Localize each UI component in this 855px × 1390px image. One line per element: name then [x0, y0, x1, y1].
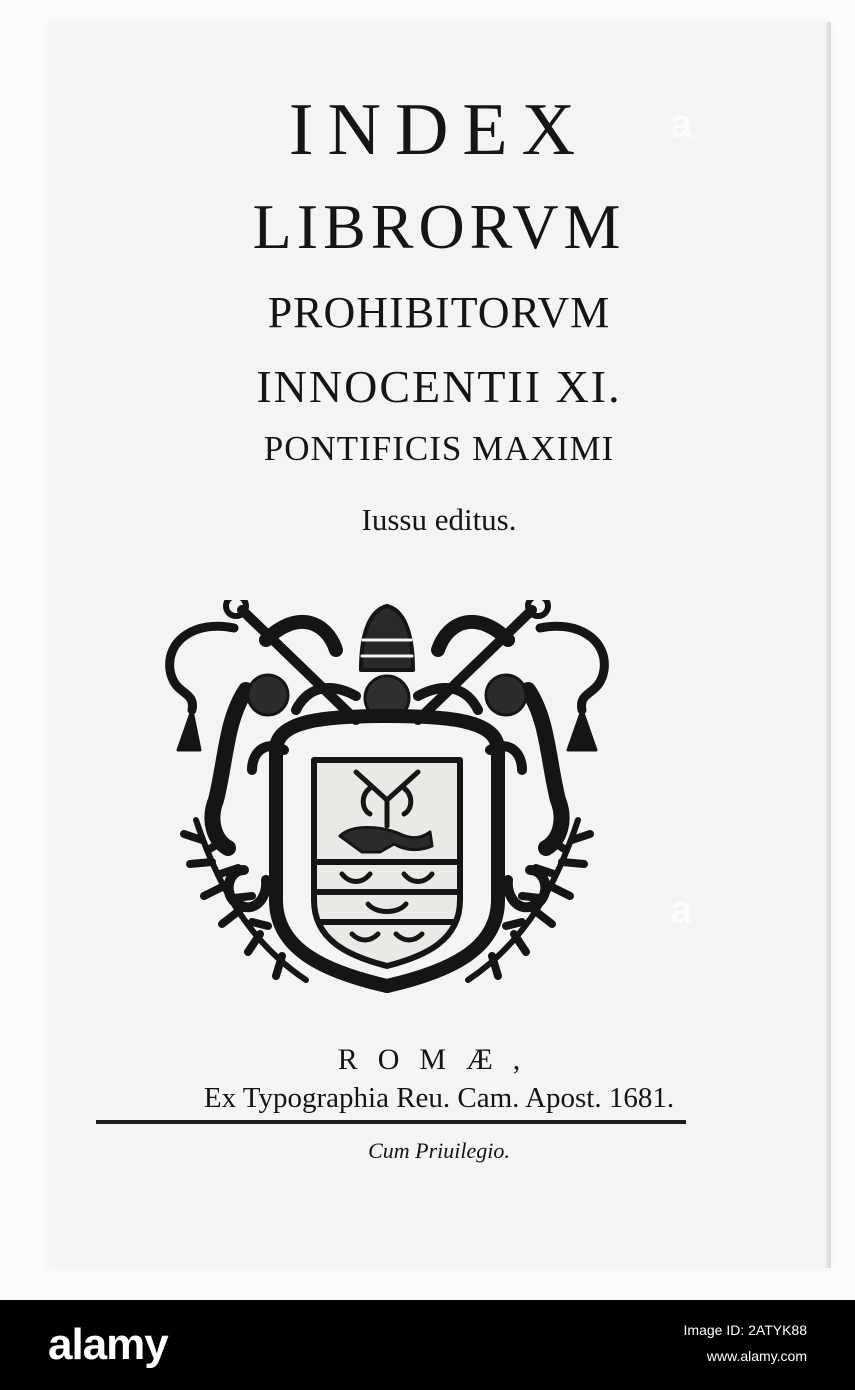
imprint-city: ROMÆ,: [337, 1043, 541, 1076]
title-line-librorum: LIBRORVM: [252, 191, 626, 262]
title-line-index: INDEX: [288, 89, 590, 171]
papal-coat-of-arms-icon: [156, 600, 618, 1000]
watermark-bottom: a: [670, 888, 693, 932]
brand-logo[interactable]: alamy: [48, 1320, 168, 1369]
imprint-privilege: Cum Priuilegio.: [368, 1138, 510, 1163]
title-line-innocentii: INNOCENTII XI.: [256, 361, 622, 412]
watermark-top: a: [670, 102, 693, 146]
title-page: [48, 22, 830, 1268]
image-id: Image ID: 2ATYK88: [683, 1322, 807, 1338]
stock-footer-bar: [0, 1300, 855, 1390]
imprint-press: Ex Typographia Reu. Cam. Apost. 1681.: [203, 1082, 675, 1114]
title-line-iussu-editus: Iussu editus.: [361, 502, 517, 537]
title-line-prohibitorum: PROHIBITORVM: [267, 288, 611, 337]
horizontal-rule: [96, 1120, 686, 1124]
title-line-pontificis: PONTIFICIS MAXIMI: [263, 429, 615, 468]
site-url[interactable]: www.alamy.com: [706, 1348, 807, 1364]
